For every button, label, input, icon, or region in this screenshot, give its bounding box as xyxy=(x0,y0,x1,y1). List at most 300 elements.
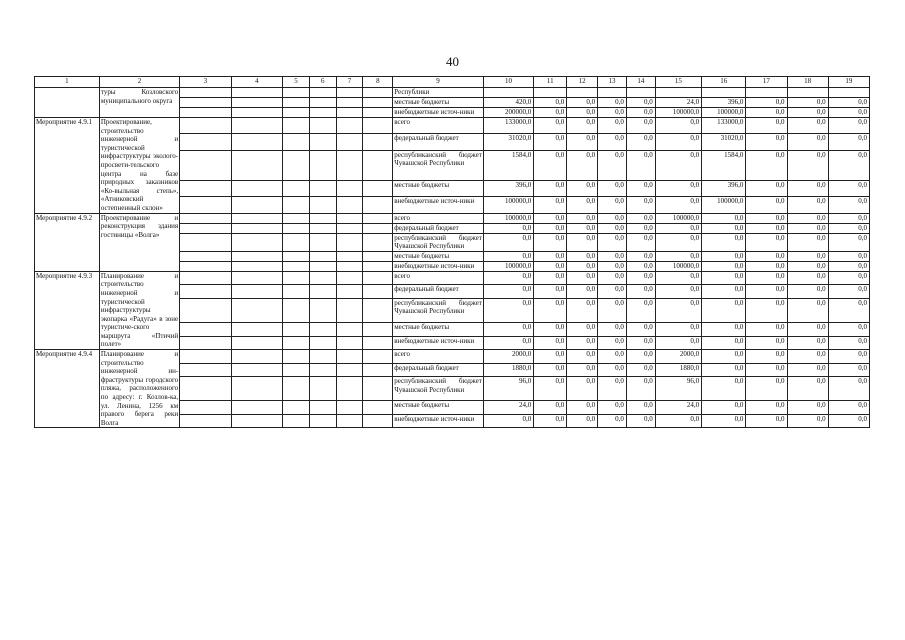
column-header: 4 xyxy=(231,77,282,88)
empty-cell xyxy=(336,150,363,180)
amount-cell: 0,0 xyxy=(702,271,746,284)
amount-cell: 0,0 xyxy=(567,180,598,196)
amount-cell: 31020,0 xyxy=(483,134,533,150)
amount-cell: 0,0 xyxy=(702,401,746,414)
amount-cell: 0,0 xyxy=(702,213,746,223)
amount-cell: 0,0 xyxy=(787,350,828,363)
empty-cell xyxy=(309,213,336,223)
empty-cell xyxy=(309,88,336,98)
amount-cell: 100000,0 xyxy=(655,213,701,223)
empty-cell xyxy=(336,134,363,150)
amount-cell: 0,0 xyxy=(655,150,701,180)
amount-cell: 0,0 xyxy=(626,98,655,108)
amount-cell: 0,0 xyxy=(626,213,655,223)
funding-source-cell: федеральный бюджет xyxy=(393,363,484,376)
amount-cell: 0,0 xyxy=(626,150,655,180)
amount-cell: 0,0 xyxy=(534,223,567,233)
amount-cell: 0,0 xyxy=(598,271,627,284)
empty-cell xyxy=(363,180,393,196)
table-row xyxy=(35,350,870,363)
empty-cell xyxy=(180,233,231,251)
amount-cell: 0,0 xyxy=(598,401,627,414)
empty-cell xyxy=(336,108,363,118)
amount-cell: 0,0 xyxy=(828,336,869,350)
amount-cell: 0,0 xyxy=(746,134,787,150)
measure-id-cell: Мероприятие 4.9.2 xyxy=(35,213,100,271)
amount-cell: 0,0 xyxy=(534,108,567,118)
amount-cell: 0,0 xyxy=(534,251,567,261)
empty-cell xyxy=(363,376,393,400)
amount-cell: 0,0 xyxy=(626,285,655,298)
amount-cell: 420,0 xyxy=(483,98,533,108)
empty-cell xyxy=(180,108,231,118)
amount-cell: 0,0 xyxy=(746,150,787,180)
amount-cell: 0,0 xyxy=(626,233,655,251)
amount-cell: 0,0 xyxy=(702,323,746,336)
amount-cell xyxy=(828,88,869,98)
empty-cell xyxy=(363,350,393,363)
amount-cell: 100000,0 xyxy=(655,261,701,271)
column-header: 5 xyxy=(283,77,310,88)
amount-cell xyxy=(702,88,746,98)
empty-cell xyxy=(231,108,282,118)
amount-cell: 0,0 xyxy=(567,233,598,251)
amount-cell: 0,0 xyxy=(702,336,746,350)
amount-cell: 0,0 xyxy=(746,285,787,298)
empty-cell xyxy=(231,134,282,150)
empty-cell xyxy=(309,363,336,376)
amount-cell: 0,0 xyxy=(626,298,655,322)
empty-cell xyxy=(283,233,310,251)
amount-cell: 0,0 xyxy=(746,108,787,118)
amount-cell: 0,0 xyxy=(534,180,567,196)
empty-cell xyxy=(180,376,231,400)
table-header-row xyxy=(35,77,870,88)
amount-cell: 0,0 xyxy=(598,213,627,223)
amount-cell: 0,0 xyxy=(828,251,869,261)
amount-cell: 0,0 xyxy=(567,376,598,400)
amount-cell: 0,0 xyxy=(828,197,869,213)
amount-cell: 133000,0 xyxy=(483,118,533,134)
column-header: 12 xyxy=(567,77,598,88)
empty-cell xyxy=(336,98,363,108)
funding-source-cell: федеральный бюджет xyxy=(393,134,484,150)
amount-cell: 0,0 xyxy=(534,271,567,284)
funding-source-cell: местные бюджеты xyxy=(393,323,484,336)
amount-cell: 133000,0 xyxy=(702,118,746,134)
empty-cell xyxy=(309,336,336,350)
empty-cell xyxy=(309,223,336,233)
amount-cell: 0,0 xyxy=(787,336,828,350)
empty-cell xyxy=(180,88,231,98)
empty-cell xyxy=(283,401,310,414)
empty-cell xyxy=(180,323,231,336)
amount-cell: 0,0 xyxy=(534,261,567,271)
amount-cell xyxy=(483,88,533,98)
amount-cell: 0,0 xyxy=(534,98,567,108)
empty-cell xyxy=(283,376,310,400)
amount-cell xyxy=(626,88,655,98)
empty-cell xyxy=(231,414,282,428)
column-header: 2 xyxy=(99,77,179,88)
empty-cell xyxy=(336,285,363,298)
amount-cell: 1880,0 xyxy=(655,363,701,376)
empty-cell xyxy=(336,298,363,322)
empty-cell xyxy=(363,285,393,298)
amount-cell: 0,0 xyxy=(828,213,869,223)
amount-cell: 0,0 xyxy=(598,261,627,271)
empty-cell xyxy=(231,150,282,180)
column-header: 9 xyxy=(393,77,484,88)
amount-cell: 0,0 xyxy=(567,108,598,118)
column-header: 19 xyxy=(828,77,869,88)
amount-cell: 0,0 xyxy=(746,223,787,233)
amount-cell: 0,0 xyxy=(655,336,701,350)
empty-cell xyxy=(231,401,282,414)
empty-cell xyxy=(309,180,336,196)
amount-cell: 0,0 xyxy=(787,298,828,322)
amount-cell: 0,0 xyxy=(702,350,746,363)
amount-cell: 0,0 xyxy=(598,285,627,298)
amount-cell: 0,0 xyxy=(598,197,627,213)
empty-cell xyxy=(180,401,231,414)
amount-cell: 24,0 xyxy=(655,401,701,414)
empty-cell xyxy=(309,350,336,363)
empty-cell xyxy=(180,251,231,261)
amount-cell: 0,0 xyxy=(626,134,655,150)
funding-source-cell: республиканский бюджет Чувашской Республики xyxy=(393,376,484,400)
empty-cell xyxy=(180,414,231,428)
amount-cell: 0,0 xyxy=(598,350,627,363)
amount-cell: 0,0 xyxy=(655,223,701,233)
amount-cell xyxy=(655,88,701,98)
empty-cell xyxy=(180,363,231,376)
amount-cell: 0,0 xyxy=(534,376,567,400)
empty-cell xyxy=(336,363,363,376)
column-header: 3 xyxy=(180,77,231,88)
amount-cell: 0,0 xyxy=(567,251,598,261)
amount-cell: 0,0 xyxy=(787,285,828,298)
column-header: 7 xyxy=(336,77,363,88)
amount-cell: 0,0 xyxy=(787,251,828,261)
empty-cell xyxy=(231,376,282,400)
funding-source-cell: местные бюджеты xyxy=(393,251,484,261)
amount-cell: 0,0 xyxy=(746,180,787,196)
amount-cell: 0,0 xyxy=(567,323,598,336)
empty-cell xyxy=(336,271,363,284)
amount-cell: 0,0 xyxy=(787,363,828,376)
amount-cell: 0,0 xyxy=(702,414,746,428)
empty-cell xyxy=(283,323,310,336)
column-header: 11 xyxy=(534,77,567,88)
empty-cell xyxy=(309,134,336,150)
amount-cell: 0,0 xyxy=(787,134,828,150)
amount-cell: 24,0 xyxy=(483,401,533,414)
amount-cell: 96,0 xyxy=(655,376,701,400)
amount-cell: 0,0 xyxy=(787,376,828,400)
funding-source-cell: Республики xyxy=(393,88,484,98)
amount-cell: 0,0 xyxy=(746,336,787,350)
empty-cell xyxy=(336,414,363,428)
amount-cell: 0,0 xyxy=(746,233,787,251)
amount-cell: 0,0 xyxy=(567,350,598,363)
amount-cell: 0,0 xyxy=(598,233,627,251)
empty-cell xyxy=(336,336,363,350)
amount-cell: 0,0 xyxy=(567,298,598,322)
amount-cell: 0,0 xyxy=(598,336,627,350)
amount-cell: 0,0 xyxy=(483,323,533,336)
table-row xyxy=(35,88,870,98)
empty-cell xyxy=(180,350,231,363)
amount-cell: 0,0 xyxy=(483,271,533,284)
empty-cell xyxy=(363,223,393,233)
empty-cell xyxy=(309,197,336,213)
amount-cell xyxy=(534,88,567,98)
empty-cell xyxy=(283,88,310,98)
empty-cell xyxy=(336,350,363,363)
amount-cell: 0,0 xyxy=(534,134,567,150)
amount-cell: 0,0 xyxy=(567,197,598,213)
amount-cell: 0,0 xyxy=(655,414,701,428)
empty-cell xyxy=(231,285,282,298)
amount-cell: 0,0 xyxy=(567,285,598,298)
empty-cell xyxy=(363,414,393,428)
amount-cell: 0,0 xyxy=(567,118,598,134)
amount-cell: 2000,0 xyxy=(655,350,701,363)
amount-cell: 200000,0 xyxy=(483,108,533,118)
amount-cell: 0,0 xyxy=(483,233,533,251)
measure-id-cell xyxy=(35,88,100,118)
amount-cell: 0,0 xyxy=(746,197,787,213)
empty-cell xyxy=(363,197,393,213)
amount-cell: 0,0 xyxy=(567,414,598,428)
amount-cell: 0,0 xyxy=(828,414,869,428)
amount-cell: 0,0 xyxy=(483,298,533,322)
amount-cell: 0,0 xyxy=(598,376,627,400)
amount-cell: 0,0 xyxy=(702,376,746,400)
amount-cell: 100000,0 xyxy=(702,197,746,213)
measure-id-cell: Мероприятие 4.9.4 xyxy=(35,350,100,428)
amount-cell: 0,0 xyxy=(534,336,567,350)
measure-description-cell: Планирование и строительство инженерной и туристической инфраструктуры экопарка «Радуга» в зоне туристиче-ского маршрута «Птичий полет» xyxy=(100,271,179,349)
amount-cell: 0,0 xyxy=(598,134,627,150)
amount-cell: 0,0 xyxy=(534,285,567,298)
amount-cell: 0,0 xyxy=(702,223,746,233)
amount-cell: 0,0 xyxy=(655,298,701,322)
amount-cell: 0,0 xyxy=(702,233,746,251)
amount-cell: 0,0 xyxy=(598,108,627,118)
amount-cell: 0,0 xyxy=(828,363,869,376)
amount-cell: 0,0 xyxy=(598,223,627,233)
funding-source-cell: республиканский бюджет Чувашской Республики xyxy=(393,298,484,322)
measure-description-cell: туры Козловского муниципального округа xyxy=(99,88,179,118)
empty-cell xyxy=(231,180,282,196)
table-body xyxy=(35,77,870,428)
empty-cell xyxy=(363,336,393,350)
amount-cell: 0,0 xyxy=(534,323,567,336)
amount-cell: 0,0 xyxy=(787,150,828,180)
funding-source-cell: внебюджетные источ-ники xyxy=(393,414,484,428)
empty-cell xyxy=(283,261,310,271)
column-header: 6 xyxy=(309,77,336,88)
empty-cell xyxy=(231,261,282,271)
amount-cell: 396,0 xyxy=(702,180,746,196)
amount-cell: 396,0 xyxy=(702,98,746,108)
amount-cell: 0,0 xyxy=(626,323,655,336)
empty-cell xyxy=(309,376,336,400)
funding-source-cell: местные бюджеты xyxy=(393,98,484,108)
amount-cell: 0,0 xyxy=(787,261,828,271)
empty-cell xyxy=(363,261,393,271)
empty-cell xyxy=(180,223,231,233)
empty-cell xyxy=(231,223,282,233)
budget-table xyxy=(34,76,870,428)
funding-source-cell: всего xyxy=(393,213,484,223)
amount-cell: 0,0 xyxy=(828,261,869,271)
empty-cell xyxy=(283,298,310,322)
amount-cell: 0,0 xyxy=(655,180,701,196)
empty-cell xyxy=(231,336,282,350)
amount-cell: 100000,0 xyxy=(483,197,533,213)
amount-cell: 0,0 xyxy=(746,376,787,400)
amount-cell: 0,0 xyxy=(534,197,567,213)
funding-source-cell: республиканский бюджет Чувашской Республики xyxy=(393,150,484,180)
amount-cell: 0,0 xyxy=(598,363,627,376)
amount-cell: 0,0 xyxy=(598,98,627,108)
amount-cell: 0,0 xyxy=(746,271,787,284)
amount-cell: 0,0 xyxy=(626,414,655,428)
empty-cell xyxy=(309,285,336,298)
empty-cell xyxy=(309,261,336,271)
amount-cell: 0,0 xyxy=(787,223,828,233)
amount-cell: 0,0 xyxy=(828,323,869,336)
empty-cell xyxy=(231,251,282,261)
table-row xyxy=(35,213,870,223)
empty-cell xyxy=(336,180,363,196)
amount-cell: 0,0 xyxy=(828,223,869,233)
amount-cell: 0,0 xyxy=(746,251,787,261)
amount-cell: 100000,0 xyxy=(655,108,701,118)
empty-cell xyxy=(309,150,336,180)
empty-cell xyxy=(336,261,363,271)
column-header: 8 xyxy=(363,77,393,88)
funding-source-cell: внебюджетные источ-ники xyxy=(393,261,484,271)
amount-cell: 0,0 xyxy=(483,336,533,350)
empty-cell xyxy=(283,414,310,428)
empty-cell xyxy=(283,197,310,213)
amount-cell: 0,0 xyxy=(828,271,869,284)
amount-cell: 0,0 xyxy=(567,150,598,180)
empty-cell xyxy=(283,223,310,233)
empty-cell xyxy=(363,271,393,284)
column-header: 15 xyxy=(655,77,701,88)
amount-cell xyxy=(746,88,787,98)
empty-cell xyxy=(363,363,393,376)
amount-cell: 0,0 xyxy=(655,118,701,134)
amount-cell: 0,0 xyxy=(787,213,828,223)
empty-cell xyxy=(231,213,282,223)
empty-cell xyxy=(309,98,336,108)
empty-cell xyxy=(336,197,363,213)
amount-cell: 0,0 xyxy=(828,298,869,322)
amount-cell: 0,0 xyxy=(626,223,655,233)
amount-cell: 0,0 xyxy=(626,251,655,261)
amount-cell: 0,0 xyxy=(534,213,567,223)
amount-cell: 0,0 xyxy=(828,401,869,414)
empty-cell xyxy=(363,150,393,180)
amount-cell: 0,0 xyxy=(787,98,828,108)
funding-source-cell: внебюджетные источ-ники xyxy=(393,336,484,350)
amount-cell: 0,0 xyxy=(828,150,869,180)
amount-cell: 0,0 xyxy=(787,118,828,134)
amount-cell: 2000,0 xyxy=(483,350,533,363)
amount-cell: 0,0 xyxy=(626,376,655,400)
empty-cell xyxy=(309,401,336,414)
empty-cell xyxy=(180,261,231,271)
empty-cell xyxy=(231,88,282,98)
empty-cell xyxy=(309,323,336,336)
amount-cell: 0,0 xyxy=(598,180,627,196)
empty-cell xyxy=(180,134,231,150)
amount-cell: 0,0 xyxy=(598,323,627,336)
amount-cell: 1880,0 xyxy=(483,363,533,376)
amount-cell: 396,0 xyxy=(483,180,533,196)
empty-cell xyxy=(336,213,363,223)
amount-cell: 0,0 xyxy=(567,271,598,284)
empty-cell xyxy=(283,350,310,363)
empty-cell xyxy=(231,271,282,284)
empty-cell xyxy=(336,376,363,400)
empty-cell xyxy=(283,213,310,223)
amount-cell: 0,0 xyxy=(626,180,655,196)
amount-cell: 0,0 xyxy=(655,197,701,213)
column-header: 17 xyxy=(746,77,787,88)
amount-cell: 0,0 xyxy=(534,414,567,428)
measure-description-cell: Проектирование и реконструкция здания гостиницы «Волга» xyxy=(99,213,179,271)
empty-cell xyxy=(231,298,282,322)
empty-cell xyxy=(309,108,336,118)
amount-cell xyxy=(787,88,828,98)
page-number: 40 xyxy=(446,54,459,69)
amount-cell: 0,0 xyxy=(626,401,655,414)
table-row xyxy=(35,118,870,134)
amount-cell: 0,0 xyxy=(626,350,655,363)
amount-cell: 0,0 xyxy=(655,323,701,336)
amount-cell: 0,0 xyxy=(828,233,869,251)
amount-cell: 0,0 xyxy=(567,98,598,108)
amount-cell: 0,0 xyxy=(626,118,655,134)
amount-cell: 0,0 xyxy=(655,233,701,251)
amount-cell: 0,0 xyxy=(787,271,828,284)
empty-cell xyxy=(231,350,282,363)
amount-cell: 0,0 xyxy=(746,323,787,336)
empty-cell xyxy=(336,251,363,261)
amount-cell: 100000,0 xyxy=(483,213,533,223)
amount-cell: 0,0 xyxy=(598,150,627,180)
empty-cell xyxy=(363,298,393,322)
amount-cell: 0,0 xyxy=(598,118,627,134)
amount-cell: 0,0 xyxy=(655,271,701,284)
amount-cell: 0,0 xyxy=(567,134,598,150)
amount-cell: 100000,0 xyxy=(702,108,746,118)
amount-cell: 0,0 xyxy=(787,414,828,428)
empty-cell xyxy=(283,285,310,298)
empty-cell xyxy=(363,401,393,414)
empty-cell xyxy=(180,271,231,284)
empty-cell xyxy=(283,118,310,134)
empty-cell xyxy=(180,197,231,213)
empty-cell xyxy=(363,233,393,251)
